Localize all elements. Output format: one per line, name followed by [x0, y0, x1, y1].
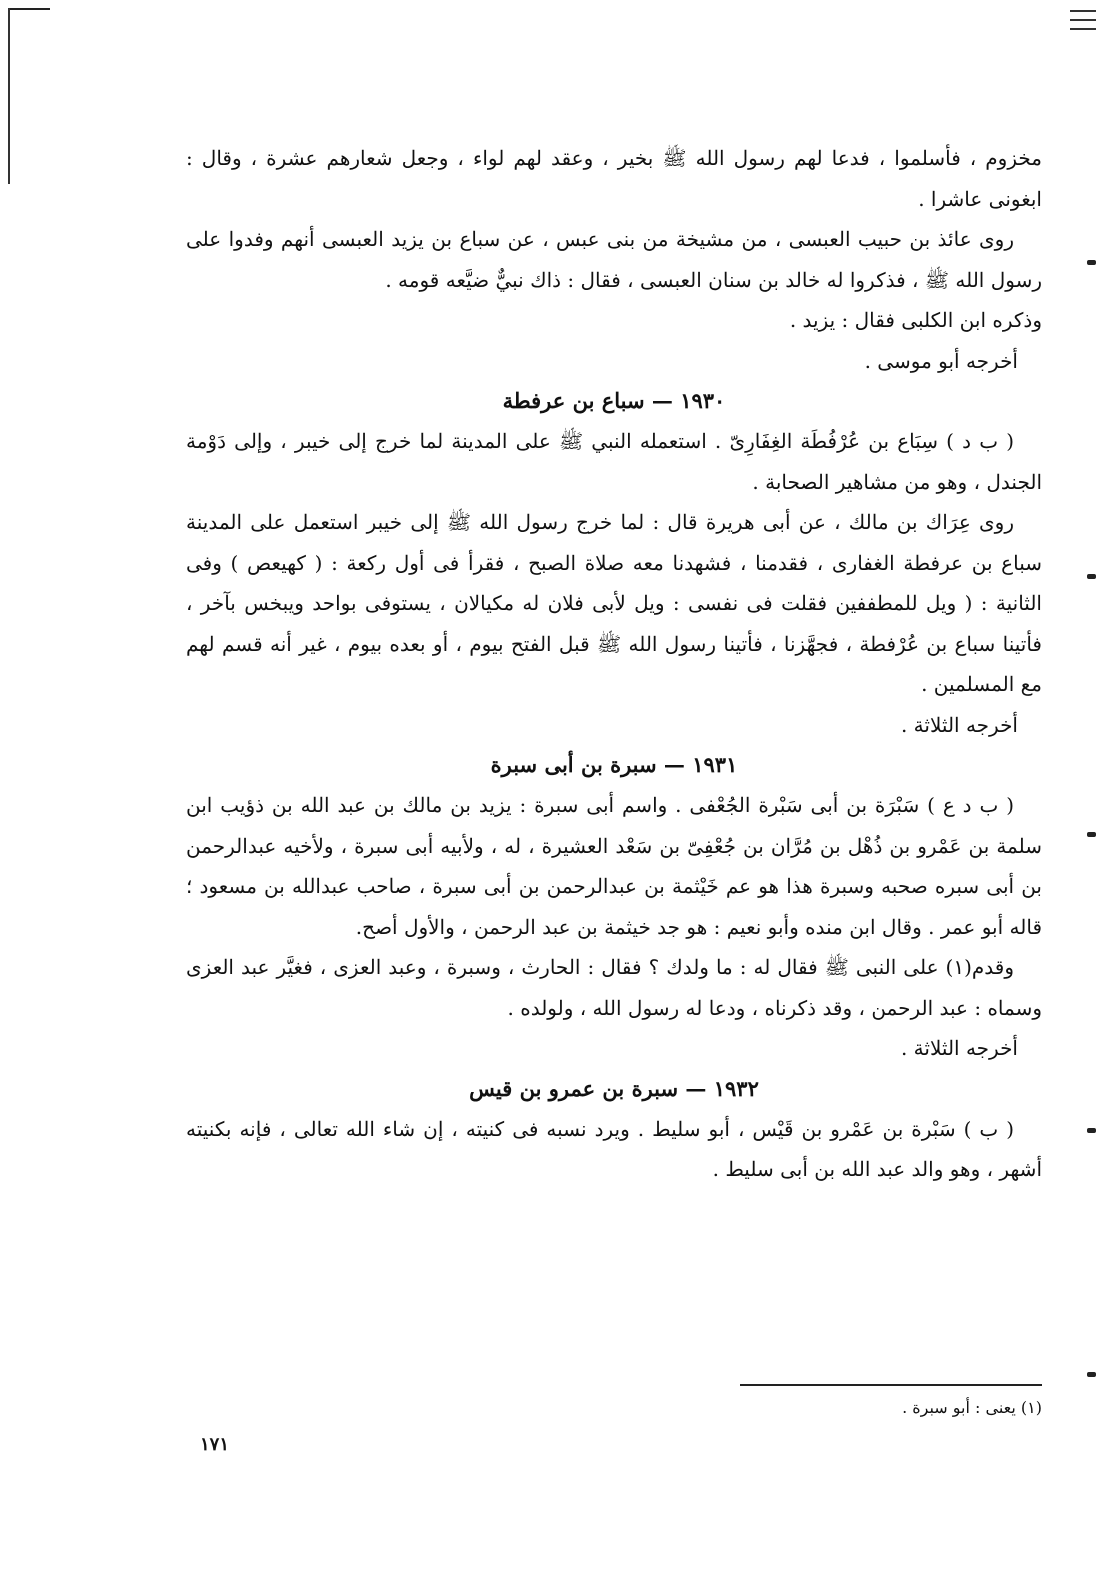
scan-edge-line	[10, 8, 50, 10]
page-number: ١٧١	[200, 1434, 230, 1455]
attribution-line: أخرجه أبو موسى .	[864, 348, 1018, 373]
margin-mark	[1087, 260, 1096, 265]
paragraph: روى عِرَاك بن مالك ، عن أبى هريرة قال : لما خرج رسول الله ﷺ إلى خيبر استعمل على المدينة سباع بن عرفطة الغفارى ، فقدمنا ، فشهدنا معه صلاة الصبح ، فقرأ فى أول ركعة : ( كهيعص ) وفى الثانية : ( ويل للمطففين فقلت فى نفسى : ويل لأبى فلان له مكيالان ، يستوفى بواحد ويبخس بآخر ، فأتينا سباع بن عُرْفطة ، فجهَّزنا ، فأتينا رسول الله ﷺ قبل الفتح بيوم ، أو بعده بيوم ، غير أنه قسم لهم مع المسلمين .	[186, 510, 1042, 696]
paragraph: ( ب د ع ) سَبْرَة بن أبى سَبْرة الجُعْفى . واسم أبى سبرة : يزيد بن مالك بن عبد الله بن ذؤيب ابن سلمة بن عَمْرو بن ذُهْل بن مُرَّان بن جُعْفِىّ بن سَعْد العشيرة ، له ، ولأبيه أبى سبرة ، ولأخيه عبدالرحمن بن أبى سبره صحبه وسبرة هذا هو عم خَيْثمة بن عبدالرحمن بن أبى سبرة ، صاحب عبدالله بن مسعود ؛ قاله أبو عمر . وقال ابن منده وأبو نعيم : هو جد خيثمة بن عبد الرحمن ، والأول أصح.	[186, 793, 1042, 939]
paragraph: روى عائذ بن حبيب العبسى ، من مشيخة من بنى عبس ، عن سباع بن يزيد العبسى أنهم وفدوا على رسول الله ﷺ ، فذكروا له خالد بن سنان العبسى ، فقال : ذاك نبيٌّ ضيَّعه قومه .	[186, 227, 1042, 292]
entry-heading: ١٩٣٢ — سبرة بن عمرو بن قيس	[469, 1075, 759, 1101]
page-body	[186, 138, 1042, 1190]
margin-mark	[1087, 574, 1096, 579]
entry-heading: ١٩٣١ — سبرة بن أبى سبرة	[490, 752, 738, 777]
paragraph: ( ب ) سَبْرة بن عَمْرو بن قَيْس ، أبو سليط . ويرد نسبه فى كنيته ، إن شاء الله تعالى ، فإنه بكنيته أشهر ، وهو والد عبد الله بن أبى سليط .	[186, 1116, 1042, 1181]
margin-mark	[1087, 832, 1096, 837]
footnote: (١) يعنى : أبو سبرة .	[902, 1398, 1042, 1417]
paragraph: وقدم(١) على النبى ﷺ فقال له : ما ولدك ؟ فقال : الحارث ، وسبرة ، وعبد العزى ، فغيَّر عبد العزى وسماه : عبد الرحمن ، وقد ذكرناه ، ودعا له رسول الله ، ولولده .	[186, 955, 1042, 1020]
scan-edge-marks	[1070, 10, 1096, 37]
margin-mark	[1087, 1128, 1096, 1133]
attribution-line: أخرجه الثلاثة .	[900, 1036, 1018, 1060]
attribution-line: أخرجه الثلاثة .	[900, 712, 1018, 737]
entry-heading: ١٩٣٠ — سباع بن عرفطة	[502, 388, 726, 413]
margin-mark	[1087, 1372, 1096, 1377]
footnote-divider	[740, 1384, 1042, 1386]
paragraph: مخزوم ، فأسلموا ، فدعا لهم رسول الله ﷺ بخير ، وعقد لهم لواء ، وجعل شعارهم عشرة ، وقال : ابغونى عاشرا .	[186, 146, 1042, 211]
paragraph: وذكره ابن الكلبى فقال : يزيد .	[789, 308, 1042, 332]
scan-edge-line	[8, 8, 10, 184]
paragraph: ( ب د ) سِبَاع بن عُرْفُطَة الغِفَارِىّ . استعمله النبي ﷺ على المدينة لما خرج إلى خيبر ، وإلى دَوْمة الجندل ، وهو من مشاهير الصحابة .	[186, 429, 1042, 494]
